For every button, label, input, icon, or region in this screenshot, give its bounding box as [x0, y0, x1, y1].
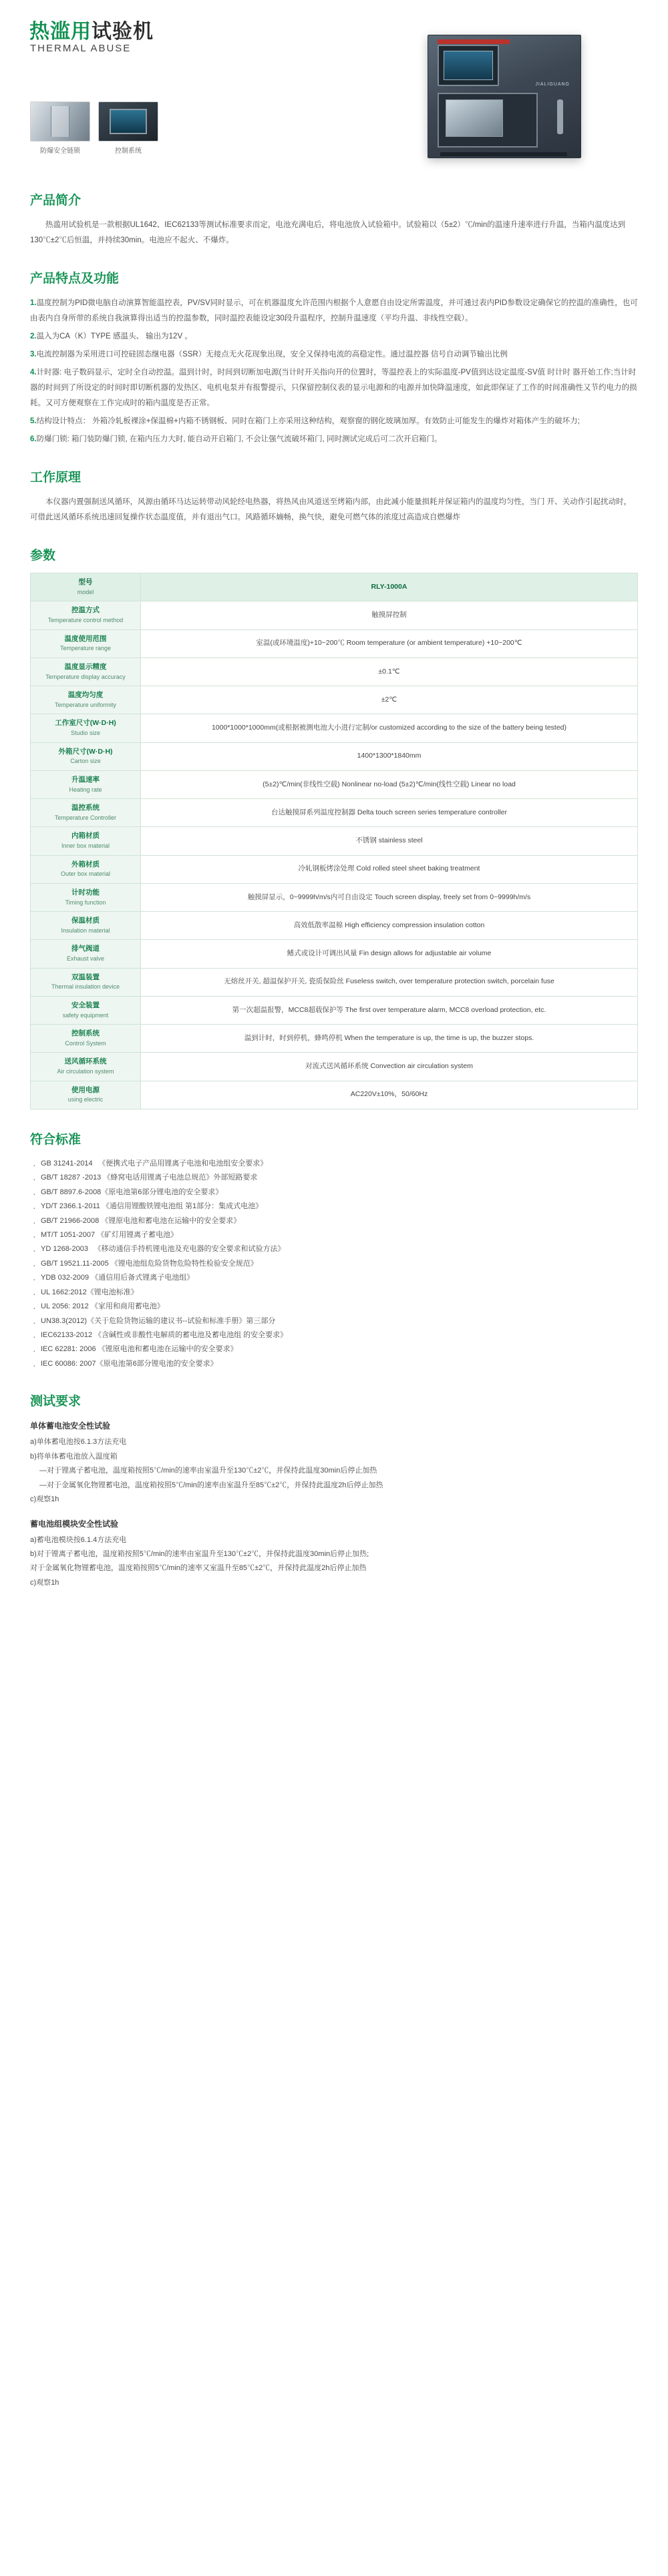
param-value: 1000*1000*1000mm(或根据被测电池大小进行定制/or customized according to the size of the battery being tested): [141, 714, 638, 742]
table-row-header: [31, 573, 638, 601]
test-line: —对于锂离子蓄电池，温度箱按照5℃/min的速率由室温升至130℃±2℃，并保持此温度30min后停止加热: [39, 1467, 377, 1475]
hero-banner: [0, 0, 668, 170]
feature-text: 计时器: 电子数码显示，定时全自动控温。温到计时，时间到切断加电源(当计时开关指向开的位置时，等温控表上的实际温度-PV值到达设定温度-SV值 时计时 器开始工作;当计时器的时间到了所设定的时间时即切断机器的发热区、电机电泵并有报警提示，只保留控制仪表的显示电源和的电源并加快降温速度，如此即保证了工作的时间准确性又节约电力的损耗。又可方便观察在工作完成时的箱内温度是否正常。: [30, 368, 637, 407]
feature-item: [30, 365, 638, 411]
table-row: [31, 1053, 638, 1081]
param-label: [31, 601, 141, 629]
param-value: 台达触摸屏系列温度控制器 Delta touch screen series temperature controller: [141, 799, 638, 827]
param-value: (5±2)℃/min(非线性空载) Nonlinear no-load (5±2)℃/min(线性空载) Linear no load: [141, 770, 638, 798]
param-value: 对流式送风循环系统 Convection air circulation system: [141, 1053, 638, 1081]
table-row: [31, 742, 638, 770]
list-item: · GB/T 21966-2008 《锂原电池和蓄电池在运输中的安全要求》: [30, 1214, 638, 1228]
param-value: 触摸屏控制: [141, 601, 638, 629]
list-item: · IEC 60086: 2007《原电池第6部分锂电池的安全要求》: [30, 1357, 638, 1371]
param-value: 温到计时，时到停机，蜂鸣停机 When the temperature is up, the time is up, the buzzer stops.: [141, 1025, 638, 1053]
param-label-en: Temperature control method: [47, 617, 124, 623]
param-label-en: Thermal insulation device: [51, 983, 120, 991]
feature-item: [30, 296, 638, 326]
param-label: [31, 742, 141, 770]
thumbnail-strip: [30, 101, 158, 155]
param-label-cn: 计时功能: [71, 888, 100, 896]
table-row: [31, 883, 638, 911]
param-label-en: Temperature display accuracy: [45, 673, 126, 680]
feature-text: 温入为CA（K）TYPE 感温头、 输出为12V 。: [36, 332, 192, 340]
param-value: 无熔丝开关, 超温保护开关, 瓷质保险丝 Fuseless switch, over temperature protection switch, porcelain fuse: [141, 968, 638, 996]
param-value: 鳍式或设计可调出风量 Fin design allows for adjustable air volume: [141, 940, 638, 968]
feature-item: [30, 414, 638, 429]
feature-number: 2.: [30, 332, 37, 340]
feature-text: 防爆门锁: 箱门装防爆门锁, 在箱内压力大时, 能自动开启箱门, 不会让强气流破坏箱门, 同时测试完成后可二次开启箱门。: [36, 435, 442, 443]
section-standards: [0, 1129, 668, 1372]
param-label-cn: 双温装置: [71, 973, 100, 981]
test-line: b)对于锂离子蓄电池，温度箱按照5℃/min的速率由室温升至130℃±2℃，并保持此温度30min后停止加热;: [30, 1549, 369, 1558]
param-value: AC220V±10%，50/60Hz: [141, 1081, 638, 1109]
table-row: [31, 855, 638, 883]
param-label-cn: 排气阀道: [71, 945, 100, 953]
list-item: · IEC62133-2012 《含碱性或非酸性电解质的蓄电池及蓄电池组 的安全要求》: [30, 1328, 638, 1342]
test-line: —对于金属氧化物锂蓄电池，温度箱按照5℃/min的速率由室温升至85℃±2℃，并保持此温度2h后停止加热: [39, 1481, 383, 1489]
section-title-params: 参数: [30, 549, 56, 563]
section-principle: [0, 467, 668, 525]
intro-text: 热滥用试验机是一款根据UL1642、IEC62133等测试标准要求而定，电池充满电后，将电池放入试验箱中。试验箱以（5±2）℃/min的温速升速率进行升温，当箱内温度达到130℃±2℃后恒温，并持续30min。电池应不起火、不爆炸。: [30, 221, 626, 244]
feature-number: 4.: [30, 368, 37, 376]
table-row: [31, 629, 638, 658]
table-row: [31, 770, 638, 798]
param-label-cn: 温度显示精度: [64, 662, 107, 671]
param-value: 1400*1300*1840mm: [141, 742, 638, 770]
control-panel: [438, 45, 499, 86]
page-title-dark: 试验机: [92, 21, 154, 43]
params-table: [30, 573, 638, 1109]
test-line: 对于金属氧化物锂蓄电池，温度箱按照5℃/min的速率又室温升至85℃±2℃，并保持此温度2h后停止加热: [30, 1564, 367, 1573]
thumbnail-caption: 控制系统: [115, 148, 142, 155]
section-title-intro: 产品简介: [30, 194, 81, 208]
list-item: · YDB 032-2009 《通信用后备式锂离子电池组》: [30, 1271, 638, 1285]
table-row: [31, 686, 638, 714]
section-title-principle: 工作原理: [30, 471, 81, 485]
param-label-cn: 工作室尺寸(W·D·H): [55, 719, 116, 728]
param-label-cn: 保温材质: [71, 917, 100, 925]
param-label-en: Temperature uniformity: [54, 701, 117, 708]
door-window: [446, 99, 503, 137]
feature-number: 1.: [30, 299, 37, 307]
page-subtitle: THERMAL ABUSE: [30, 43, 132, 54]
param-label: [31, 686, 141, 714]
param-label-cn: 控温方式: [71, 606, 100, 615]
param-label: [31, 1053, 141, 1081]
list-item: · UL 1662:2012《锂电池标准》: [30, 1286, 638, 1300]
feature-text: 结构设计特点： 外箱冷轧板裸涂+保温棉+内箱不锈钢板、同时在箱门上亦采用这种结构，观察窗的钢化玻璃加厚。有效防止可能发生的爆炸对箱体产生的破坏力;: [36, 417, 580, 425]
param-label-en: Carton size: [70, 758, 101, 765]
param-label-en: Temperature range: [59, 645, 112, 652]
test-block-heading: 蓄电池组模块安全性试验: [30, 1519, 119, 1529]
door-handle: [557, 99, 563, 134]
param-label: [31, 912, 141, 940]
machine-label-strip: [438, 39, 510, 44]
list-item: · YD/T 2366.1-2011 《通信用锂酸铁锂电池组 第1部分：集成式电池》: [30, 1200, 638, 1214]
feature-number: 5.: [30, 417, 37, 425]
section-title-features: 产品特点及功能: [30, 272, 120, 286]
table-row: [31, 996, 638, 1024]
list-item: · GB/T 18287 -2013 《蜂窝电话用锂离子电池总规范》外部短路要求: [30, 1171, 638, 1185]
param-value: 触摸屏显示，0~9999h/m/s内可自由设定 Touch screen display, freely set from 0~9999h/m/s: [141, 883, 638, 911]
param-label: [31, 1025, 141, 1053]
list-item: · YD 1268-2003 《移动通信手持机锂电池及充电器的安全要求和试验方法》: [30, 1242, 638, 1256]
thumbnail-item[interactable]: [98, 101, 158, 155]
param-label-cn: 型号: [78, 578, 93, 586]
table-row: [31, 1025, 638, 1053]
thumbnail-caption: 防爆安全链锁: [40, 148, 80, 155]
table-row: [31, 799, 638, 827]
param-label-cn: 控制系统: [71, 1029, 100, 1037]
param-label: [31, 827, 141, 855]
param-label: [31, 770, 141, 798]
param-label-en: Outer box material: [60, 870, 111, 878]
param-label-en: Exhaust valve: [66, 955, 105, 962]
param-value: 冷轧钢板烤涂处理 Cold rolled steel sheet baking treatment: [141, 855, 638, 883]
table-row: [31, 1081, 638, 1109]
params-table-body: [31, 573, 638, 1109]
feature-number: 3.: [30, 350, 37, 358]
section-intro: [0, 190, 668, 248]
table-row: [31, 601, 638, 629]
test-block: [30, 1518, 638, 1591]
feature-item: [30, 432, 638, 447]
feature-list: [30, 296, 638, 447]
param-label-en: Control System: [65, 1039, 106, 1047]
machine-base: [440, 152, 567, 156]
param-label: [31, 883, 141, 911]
page-title: [29, 15, 154, 44]
param-label-cn: 外箱尺寸(W·D·H): [58, 747, 113, 756]
param-value: ±2℃: [141, 686, 638, 714]
test-line: c)观察1h: [30, 1578, 59, 1587]
table-row: [31, 968, 638, 996]
feature-item: [30, 347, 638, 362]
param-label-cn: 使用电源: [71, 1085, 100, 1094]
param-label-cn: 温度使用范围: [64, 634, 107, 643]
param-value: 高效低散率温棉 High efficiency compression insulation cotton: [141, 912, 638, 940]
test-line: c)观察1h: [30, 1495, 59, 1504]
table-row: [31, 658, 638, 686]
param-label: [31, 573, 141, 601]
list-item: · GB 31241-2014 《便携式电子产品用锂离子电池和电池组安全要求》: [30, 1157, 638, 1171]
param-label-cn: 送风循环系统: [64, 1057, 107, 1066]
list-item: · UN38.3(2012)《关于危险货物运输的建议书--试验和标准手册》第三部分: [30, 1314, 638, 1328]
param-label-cn: 温控系统: [71, 804, 100, 812]
standards-list: [30, 1157, 638, 1372]
param-label: [31, 968, 141, 996]
param-value: ±0.1℃: [141, 658, 638, 686]
list-item: · IEC 62281: 2006 《锂原电池和蓄电池在运输中的安全要求》: [30, 1342, 638, 1356]
param-label-cn: 外箱材质: [71, 860, 100, 868]
section-title-standards: 符合标准: [30, 1132, 81, 1147]
list-item: · UL 2056: 2012 《家用和商用蓄电池》: [30, 1300, 638, 1314]
section-test: [0, 1391, 668, 1590]
param-label-en: using electric: [67, 1096, 104, 1103]
list-item: · MT/T 1051-2007 《矿灯用锂离子蓄电池》: [30, 1228, 638, 1242]
table-row: [31, 714, 638, 742]
param-value: 室温(或环境温度)+10~200℃ Room temperature (or ambient temperature) +10~200℃: [141, 629, 638, 658]
feature-item: [30, 329, 638, 344]
principle-text: 本仪器内置强制送风循环，风源由循环马达运转带动风轮经电热器，将热风由风道送至烤箱内部，由此减小能量损耗并保证箱内的温度均匀性，当门 开、关动作引起扰动时，可借此送风循环系统迅速回复操作状态温度值，并有退出气口。风路循环熵畅，换气快，避免可燃气体的浓度过高造成自燃爆炸: [30, 498, 632, 521]
param-label-en: Heating rate: [69, 786, 102, 793]
section-title-test: 测试要求: [30, 1394, 81, 1409]
param-label: [31, 1081, 141, 1109]
feature-number: 6.: [30, 435, 37, 443]
param-label: [31, 996, 141, 1024]
param-label: [31, 658, 141, 686]
section-params: [0, 545, 668, 1109]
feature-text: 温度控制为PID微电脑自动演算智能温控表，PV/SV同时显示，可在机器温度允许范围内根据个人意愿自由设定所需温度，并可通过表内PID参数设定确保它的控温的准确性，也可由表内自身所带的系统自我演算得出适当的控温参数，同时温控表能设定30段升温程序，控制升温速度（平均升温、非线性空载）。: [30, 299, 638, 322]
param-label: [31, 714, 141, 742]
table-row: [31, 940, 638, 968]
test-line: a)蓄电池模块按6.1.4方法充电: [30, 1535, 127, 1544]
test-block-heading: 单体蓄电池安全性试验: [30, 1421, 111, 1431]
table-row: [31, 827, 638, 855]
section-features: [0, 268, 668, 447]
list-item: · GB/T 19521.11-2005 《锂电池组危险货物危险特性检验安全规范》: [30, 1257, 638, 1271]
thumbnail-image-lock[interactable]: [30, 101, 90, 142]
thumbnail-item[interactable]: [30, 101, 90, 155]
test-block: [30, 1420, 638, 1507]
param-label-en: Insulation material: [61, 927, 110, 934]
param-value: 第一次超温报警，MCC8超载保护等 The first over temperature alarm, MCC8 overload protection, etc.: [141, 996, 638, 1024]
table-row: [31, 912, 638, 940]
param-label-cn: 温度均匀度: [67, 691, 104, 699]
param-label: [31, 940, 141, 968]
thumbnail-image-control[interactable]: [98, 101, 158, 142]
param-label-en: safety equipment: [62, 1011, 109, 1019]
page-title-accent: 热滥用: [29, 21, 92, 43]
param-label-cn: 安全装置: [71, 1001, 100, 1009]
brand-text: JIALIGUANG: [535, 82, 570, 87]
param-label-en: model: [77, 588, 94, 595]
param-label: [31, 629, 141, 658]
param-label-cn: 升温速率: [71, 775, 100, 784]
param-label-cn: 内箱材质: [71, 832, 100, 840]
test-line: b)将单体蓄电池放入温度箱: [30, 1452, 118, 1461]
list-item: · GB/T 8897.6-2008《原电池第6部分锂电池的安全要求》: [30, 1186, 638, 1200]
param-label-en: Inner box material: [61, 842, 110, 849]
param-value: 不锈钢 stainless steel: [141, 827, 638, 855]
test-line: a)单体蓄电池按6.1.3方法充电: [30, 1438, 127, 1447]
product-photo: [428, 35, 581, 158]
param-label-en: Studio size: [70, 730, 101, 736]
param-label-en: Temperature Controller: [54, 814, 117, 821]
param-label-en: Timing function: [65, 898, 106, 906]
param-label-en: Air circulation system: [57, 1068, 114, 1075]
touchscreen: [444, 51, 493, 80]
param-label: [31, 799, 141, 827]
param-label: [31, 855, 141, 883]
feature-text: 电流控制器为采用进口可控硅固态继电器（SSR）无接点无火花现象出现，安全又保持电流的高稳定性。通过温控器 信号自动调节输出比例: [36, 350, 508, 358]
param-value: RLY-1000A: [141, 573, 638, 601]
